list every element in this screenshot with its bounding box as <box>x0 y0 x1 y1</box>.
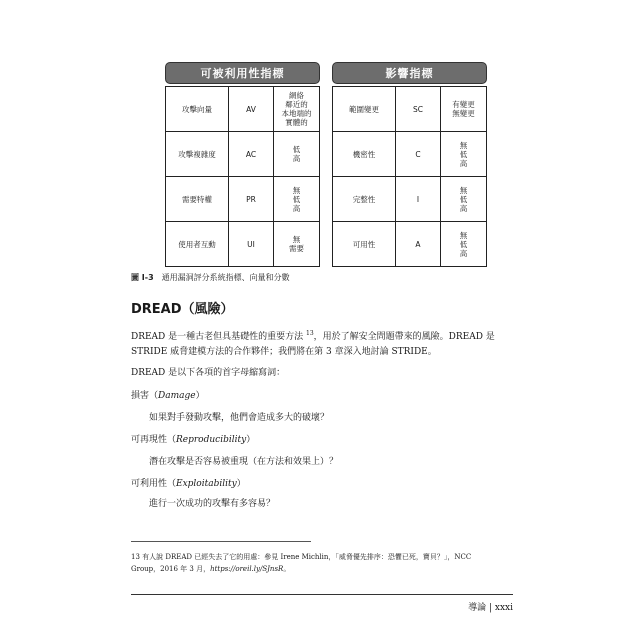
impact-header: 影響指標 <box>332 62 487 84</box>
metric-name-cell: 攻擊複雜度 <box>178 149 216 159</box>
term-close: ） <box>195 391 205 401</box>
impact-grid <box>332 86 487 267</box>
caption-label: 圖 I-3 <box>131 273 154 282</box>
metric-name-cell: 使用者互動 <box>178 239 216 249</box>
term-close: ） <box>236 479 246 489</box>
footnote-link[interactable]: https://oreil.ly/SJnsR <box>210 565 284 573</box>
impact-metrics-table <box>332 62 487 267</box>
metric-values-cell: 有變更 無變更 <box>440 87 486 131</box>
exploitability-metrics-table <box>165 62 320 267</box>
footnote-rule <box>131 541 311 542</box>
term-en: Damage <box>158 391 196 401</box>
metric-code-cell: PR <box>228 177 273 221</box>
metric-name-cell: 機密性 <box>352 149 376 159</box>
term-zh: 損害（ <box>131 391 159 401</box>
metric-row <box>166 221 319 266</box>
metric-row <box>166 87 319 131</box>
term-zh: 可再現性（ <box>131 435 177 445</box>
term-heading <box>131 432 255 445</box>
term-close: ） <box>246 435 256 445</box>
metric-values-cell: 無 需要 <box>273 222 319 266</box>
para1-part-b: ，用於了解安全問題帶來的風險。DREAD 是 <box>313 332 495 342</box>
cvss-figure <box>165 62 487 262</box>
footnote-text-c: 。 <box>283 565 291 573</box>
paragraph-acronym: DREAD 是以下各項的首字母縮寫詞： <box>131 368 286 378</box>
metric-values-cell: 無 低 高 <box>440 132 486 176</box>
term-zh: 可利用性（ <box>131 479 177 489</box>
footnote-ref[interactable]: 13 <box>306 330 314 337</box>
exploitability-header: 可被利用性指標 <box>165 62 320 84</box>
metric-code-cell: C <box>395 132 440 176</box>
metric-row <box>166 131 319 176</box>
metric-values-cell: 無 低 高 <box>440 177 486 221</box>
para1-part-a: DREAD 是一種古老但具基礎性的重要方法 <box>131 332 306 342</box>
metric-code-cell: A <box>395 222 440 266</box>
term-en: Exploitability <box>176 479 237 489</box>
metric-code-cell: AC <box>228 132 273 176</box>
section-title: DREAD（風險） <box>131 302 234 317</box>
metric-values-cell: 低 高 <box>273 132 319 176</box>
paragraph-intro <box>131 326 511 360</box>
term-heading <box>131 476 246 489</box>
page-folio: 導論 | xxxi <box>468 603 513 613</box>
footnote-text-b: Group，2016 年 3 月， <box>131 565 211 573</box>
metric-name-cell: 攻擊向量 <box>182 104 212 114</box>
figure-caption <box>131 272 290 283</box>
term-en: Reproducibility <box>176 435 247 445</box>
term-definition: 進行一次成功的攻擊有多容易？ <box>149 499 276 509</box>
metric-code-cell: SC <box>395 87 440 131</box>
metric-values-cell: 網絡 鄰近的 本地端的 實體的 <box>273 87 319 131</box>
metric-row <box>333 87 486 131</box>
metric-code-cell: AV <box>228 87 273 131</box>
metric-row <box>166 176 319 221</box>
term-definition: 如果對手發動攻擊，他們會造成多大的破壞？ <box>149 413 330 423</box>
term-heading <box>131 388 205 401</box>
footnote <box>131 551 513 575</box>
metric-name-cell: 範圍變更 <box>349 104 379 114</box>
term-definition: 潛在攻擊是否容易被重現（在方法和效果上）？ <box>149 457 339 467</box>
metric-name-cell: 需要特權 <box>182 194 212 204</box>
caption-text: 通用漏洞評分系統指標、向量和分數 <box>161 273 290 282</box>
metric-code-cell: UI <box>228 222 273 266</box>
para1-line2: STRIDE 威脅建模方法的合作夥伴；我們將在第 3 章深入地討論 STRIDE。 <box>131 347 437 357</box>
exploitability-grid <box>165 86 320 267</box>
footer-rule <box>131 594 513 595</box>
metric-row <box>333 176 486 221</box>
metric-values-cell: 無 低 高 <box>440 222 486 266</box>
metric-code-cell: I <box>395 177 440 221</box>
metric-row <box>333 221 486 266</box>
metric-row <box>333 131 486 176</box>
metric-name-cell: 完整性 <box>352 194 376 204</box>
metric-values-cell: 無 低 高 <box>273 177 319 221</box>
metric-name-cell: 可用性 <box>352 239 376 249</box>
footnote-text-a: 13 有人說 DREAD 已經失去了它的用處：參見 Irene Michlin，「威脅優先排序：恐懼已死，寶貝？」，NCC <box>131 553 472 561</box>
